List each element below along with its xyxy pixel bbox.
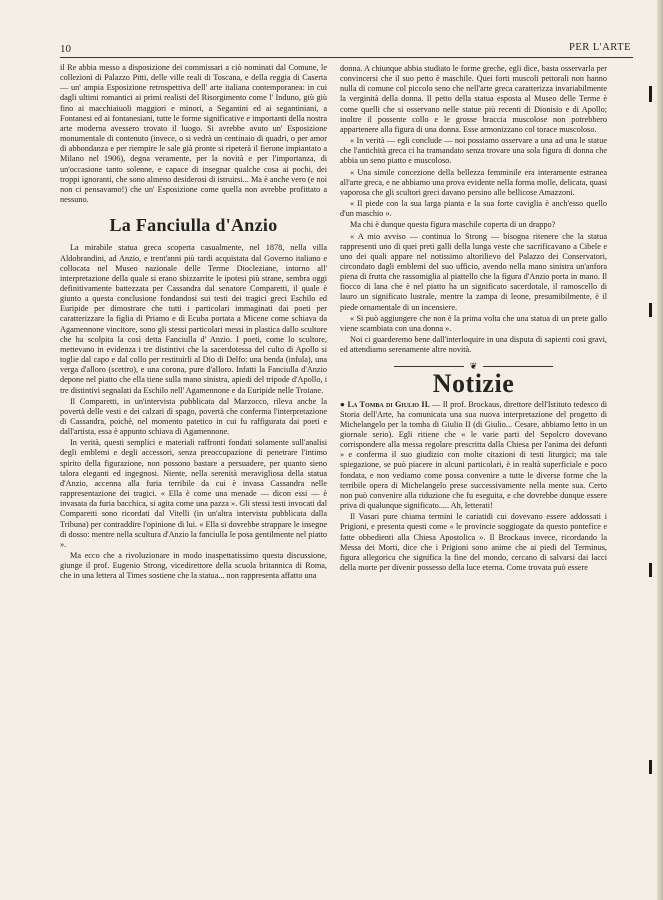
news-text: — Il prof. Brockaus, direttore dell'Istituto tedesco di Storia dell'Arte, ha comunicata una sua nuova interpretazione del progetto di Michelangelo per la tomba di Giulio II (di Giulio... Cesare, abbiamo letto in un giornale serio). Egli ritiene che « le varie parti del Sepolcro dovevano corrispondere alla messa regolare prescritta dalla Chiesa per l'anima dei defunti » e conferma il suo giudizio con molte citazioni di testi liturgici; ma tale spiegazione, se può piacere in alcuni particolari, è in realtà superficiale e poco fondata, e non vediamo come possa convenire a tutte le diverse forme che la terribile opera di Michelangelo prese successivamente nella mente sua. Certo non può convenire alla riduzione che fu eseguita, e che dovrebbe dunque essere priva di qualunque significato..... Ah, letterati! [340, 399, 607, 511]
divider-line-right [483, 366, 553, 367]
margin-mark [649, 303, 652, 317]
paragraph: « Il piede con la sua larga pianta e la sua forte caviglia è anch'esso quello d'un maschio ». [340, 199, 607, 219]
margin-mark [649, 86, 652, 102]
page-number: 10 [60, 43, 71, 55]
section-divider [340, 361, 607, 371]
paragraph: Il Comparetti, in un'intervista pubblicata dal Marzocco, rileva anche la povertà delle vesti e dei calzari di spago, povertà che conferma l'interpretazione di Cassandra, poichè, nel momento patetico in cui fu raffigurata dai poeti e dall'artista, essa è appunto schiava di Agamennone. [60, 396, 327, 437]
paragraph: Ma chi è dunque questa figura maschile coperta di un drappo? [350, 220, 556, 230]
paragraph: « Una simile concezione della bellezza femminile era interamente estranea all'arte greca, e ne abbiamo una prova evidente nella forma molle, delicata, quasi vaporosa che gli scultori greci davano persino alle bellicose Amazzoni. [340, 167, 607, 197]
paragraph: In verità, questi semplici e materiali raffronti fondati solamente sull'analisi degli emblemi e degli accessori, senza preoccupazione di penetrare l'intimo spirito della figurazione, non possono bastare a persuadere, per quanto sieno talora eleganti ed ingegnosi. Niente, nella serenità meravigliosa della statua d'Anzio, accenna alla furia terribile da cui è invasa Cassandra nelle rappresentazione dei tragici. « Ella è come una menade — dicon essi — è invasata da furia bacchica, si agita come una pazza ». Gli stessi testi invocati dal Comparetti sono ricordati dal Vitelli (in un'altra intervista pubblicata dalla Tribuna) per contraddire l'opinione di lui. « Ella si dovrebbe strappare le insegne di dosso: mentre nella scultura d'Anzio la fanciulla le posa gentilmente nel piatto ». [60, 438, 327, 549]
left-column [60, 63, 327, 583]
paragraph: donna. A chiunque abbia studiato le forme greche, egli dice, basta osservarla per convincersi che il suo petto è maschile. Quei forti muscoli pettorali non hanno nulla di comune col piccolo seno che nell'arte greca caratterizza invariabilmente la verginità della donna. Il petto della statua esposta al Museo delle Terme è come quelli che si osservano nelle statue più recenti di Dionisio e di Apollo; inoltre il possente collo e le grosse braccia muscolose non potrebbero appartenere alla figura di una donna. Esse armonizzano col torace muscoloso. [340, 64, 607, 134]
margin-mark [649, 563, 652, 577]
section-title-fanciulla: La Fanciulla d'Anzio [109, 215, 278, 236]
paragraph: « In verità — egli conclude — noi possiamo osservare a una ad una le statue che l'antichità greca ci ha tramandato senza trovare una sola figura di donna che abbia un seno piatto e muscoloso. [340, 136, 607, 166]
news-subtitle: La Tomba di Giulio II. [347, 399, 430, 409]
right-column [340, 64, 607, 574]
section-title-notizie: Notizie [432, 369, 515, 399]
paragraph: Ma ecco che a rivoluzionare in modo inaspettatissimo questa discussione, giunge il prof. Eugenio Strong, vicedirettore della scuola britannica di Roma, che in una lettera al Times sostiene che la statua... non rappresenta affatto una [60, 551, 327, 581]
running-title: PER L'ARTE [569, 42, 631, 53]
paragraph: « Si può aggiungere che non è la prima volta che una statua di un prete gallo viene scambiata con una donna ». [340, 313, 607, 333]
header-rule [60, 57, 633, 58]
paragraph: Il Vasari pure chiama termini le cariatidi cui dovevano essere addossati i Prigioni, e presenta questi come « le provincie soggiogate da questo pontefice e fatte obbedienti alla Chiesa Apostolica ». Il Brockaus invece, ricordando la Messa dei Morti, dice che i Prigioni sono anime che ai piedi del Terminus, figura allegorica che significa la fine del mondo, cercano di salvarsi dai lacci della morte per divenir possesso della luce eterna. Come trovata può essere [340, 512, 607, 573]
margin-mark [649, 760, 652, 774]
fleuron-icon: ❦ [469, 361, 478, 372]
news-item [340, 400, 607, 512]
paragraph: « A mio avviso — continua lo Strong — bisogna ritenere che la statua rappresenti uno di quei preti galli della lunga veste che sacrificavano a Cibele e uno dei quali appare nel notissimo altorilievo del Palazzo dei Conservatori, circondato dagli emblemi del suo ufficio, avendo nella mano sinistra un'anfora piena di frutta che rassomiglia al piattello che la figura d'Anzio porta in mano. Il fiocco di lana che è nel piatto ha un significato sacerdotale, il ramoscello di lauro un significato lustrale, mentre la zampa di leone, presumibilmente, è il piede ornamentale di un incensiere. [340, 231, 607, 312]
page-edge [657, 0, 663, 900]
intro-paragraph: il Re abbia messo a disposizione dei commissari a ciò nominati dal Comune, le collezioni di Palazzo Pitti, delle ville reali di Toscana, e della reggia di Caserta — un' ampia Esposizione retrospettiva dell' arte italiana contemporanea: in cui dagli ultimi romantici ai primi realisti del Risorgimento come l' Induno, giù giù fino ai macchiaiuoli maggiori e minori, a Segantini ed ai segantiniani, a Fontanesi ed ai fontanesiani, tutte le forme significative e importanti della nostra arte moderna avessero trovato il luogo. Si avrebbe avuto un' Esposizione monumentale di contenuto (invece, o si vedrà un centinaio di quadri, o per amor di abbondanza e per riempire le sale già pronte si ripeterà il fierone impiantato a Milano nel 1906), degna veramente, per la novità e per l'importanza, di un'occasione tanto solenne, e capace di insegnar qualche cosa ai pochi, dei troppi ignoranti, che sono almeno desiderosi di istruirsi... Ma è anche vero (e noi non ci pensavamo!) che un' Esposizione come quella non avrebbe profittato a nessuno. [60, 63, 327, 205]
paragraph: La mirabile statua greca scoperta casualmente, nel 1878, nella villa Aldobrandini, ad Anzio, e trent'anni più tardi acquistata dal Governo italiano e collocata nel Museo nazionale delle Terme Diocleziane, intorno all' interpretazione della quale si erano sbizzarrite le ipotesi più strane, sembra oggi definitivamente battezzata per Cassandra dal senatore Comparetti, il quale è giunto a questa conclusione fondandosi sui testi dei tragici greci Eschilo ed Euripide per dimostrare che tutti i particolari immaginati dai poeti per caratterizzare la figlia di Priamo e di Ecuba portata a Micene come schiava da Agamennone vincitore, sono gli stessi particolari messi in plastica dallo scultore che ha scolpita la così detta Fanciulla d' Anzio. I poeti, come lo scultore, mettevano in evidenza i tre distintivi che la sacerdotessa del culto di Apollo si toglie dal capo e dal collo per restituirli al Dio di Delfo: una benda (infula), una verga d'alloro (scettro), e una corona, pure d'alloro. Infatti la Fanciulla d'Anzio depone nel piatto che ella tiene sulla mano sinistra, apiedi del tripode d'Apollo, i tre distintivi segnalati da Eschilo nell' Agamennone e da Euripide nelle Troiane. [60, 243, 327, 395]
paragraph: Noi ci guarderemo bene dall'interloquire in una disputa di sapienti così gravi, ed attendiamo serenamente altre novità. [340, 335, 607, 355]
divider-line-left [394, 366, 464, 367]
bullet-icon: ● [340, 399, 346, 409]
